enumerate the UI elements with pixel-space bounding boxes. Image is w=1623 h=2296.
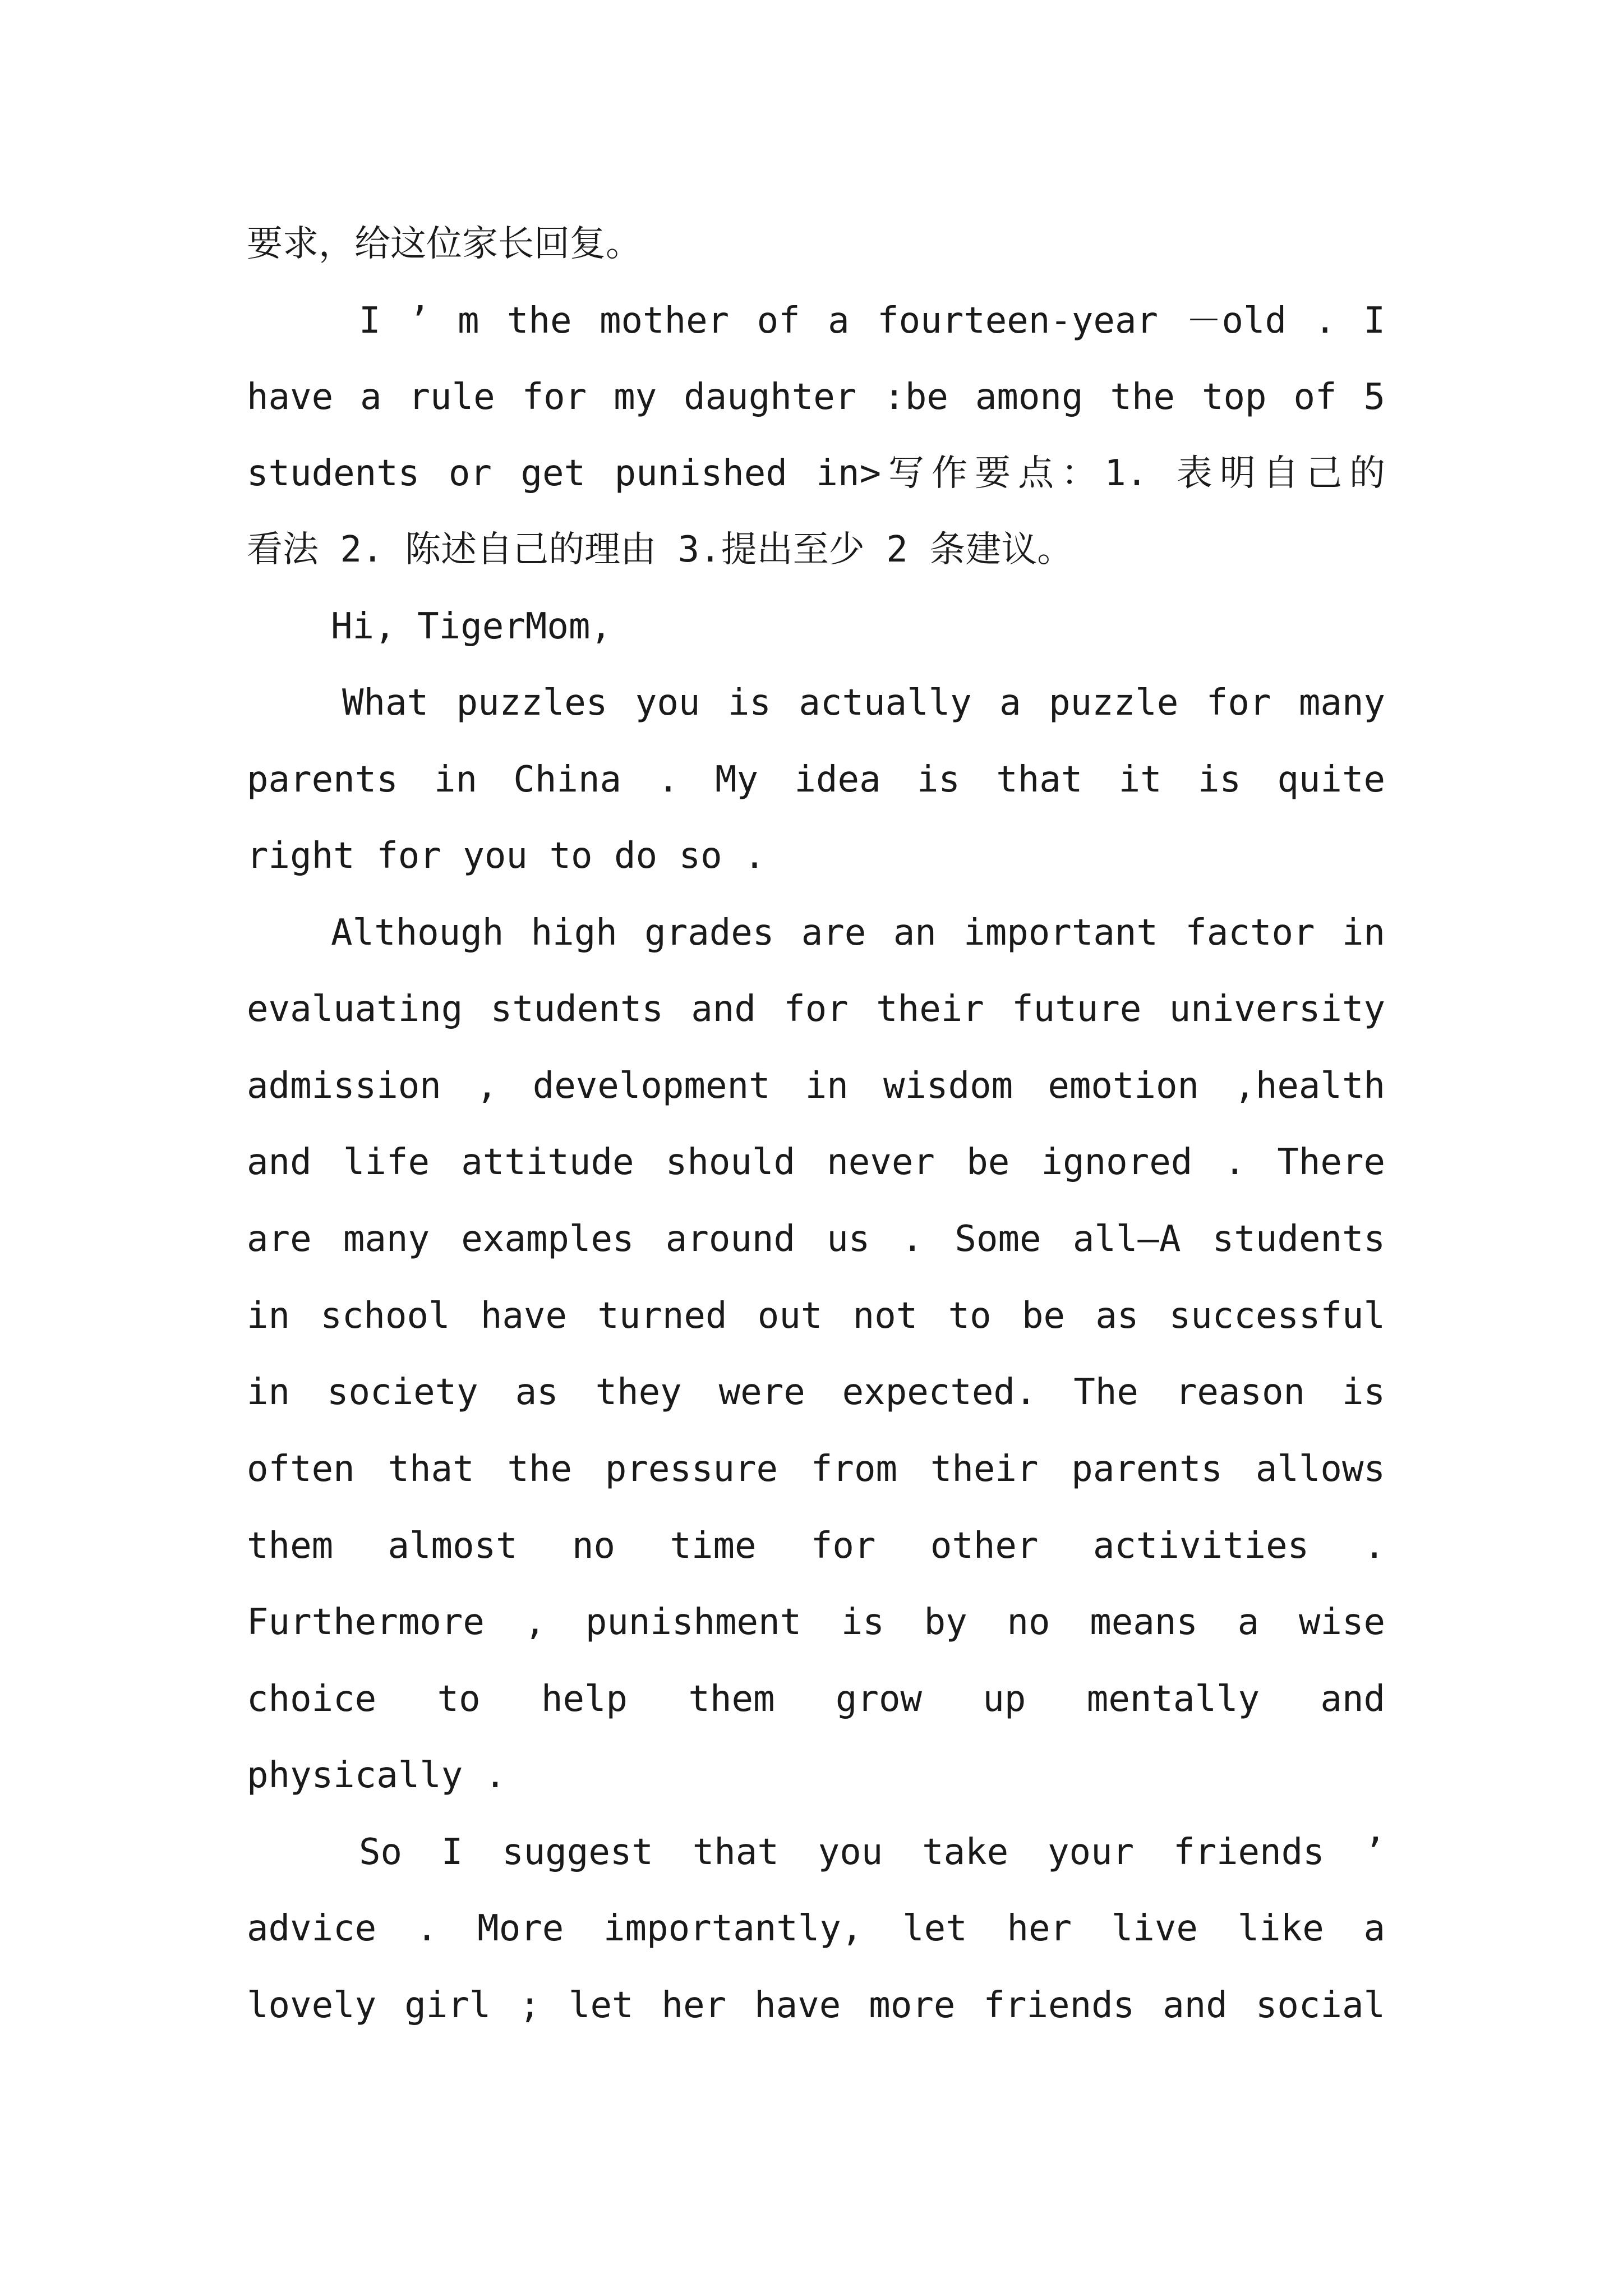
text-line: and life attitude should never be ignored . There bbox=[247, 1142, 1385, 1183]
text-line: students or get punished in>写作要点：1. 表明自己的 bbox=[247, 453, 1385, 494]
text-line: 看法 2. 陈述自己的理由 3.提出至少 2 条建议。 bbox=[247, 529, 1073, 570]
text-line: in school have turned out not to be as successful bbox=[247, 1295, 1385, 1337]
text-line: them almost no time for other activities . bbox=[247, 1525, 1385, 1567]
text-line: parents in China . My idea is that it is quite bbox=[247, 759, 1385, 800]
text-line: choice to help them grow up mentally and bbox=[247, 1678, 1385, 1720]
text-line: right for you to do so . bbox=[247, 835, 766, 877]
text-line: I ’ m the mother of a fourteen-year －old . I bbox=[359, 300, 1385, 342]
text-line: So I suggest that you take your friends ’ bbox=[359, 1832, 1385, 1873]
text-line: admission , development in wisdom emotion ,health bbox=[247, 1065, 1385, 1107]
text-line: physically . bbox=[247, 1755, 506, 1796]
text-line: are many examples around us . Some all—A students bbox=[247, 1218, 1385, 1260]
text-line: advice . More importantly, let her live like a bbox=[247, 1908, 1385, 1949]
text-line: Although high grades are an important factor in bbox=[331, 912, 1385, 954]
text-line: in society as they were expected. The reason is bbox=[247, 1372, 1385, 1413]
text-line: What puzzles you is actually a puzzle for many bbox=[342, 682, 1385, 724]
text-line: 要求，给这位家长回复。 bbox=[247, 223, 642, 265]
text-line: often that the pressure from their parents allows bbox=[247, 1448, 1385, 1490]
text-line: Furthermore , punishment is by no means a wise bbox=[247, 1602, 1385, 1643]
text-line: evaluating students and for their future university bbox=[247, 988, 1385, 1030]
greeting: Hi, TigerMom, bbox=[331, 606, 612, 647]
text-line: have a rule for my daughter :be among the top of 5 bbox=[247, 376, 1385, 418]
text-line: lovely girl ; let her have more friends and social bbox=[247, 1985, 1385, 2026]
